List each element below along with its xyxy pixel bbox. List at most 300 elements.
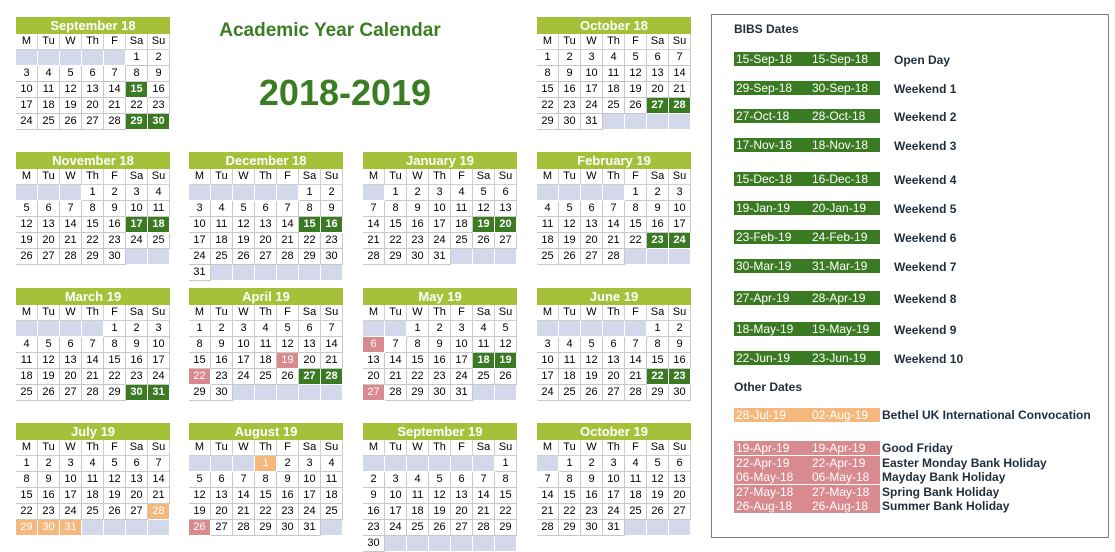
day-cell: 7	[473, 472, 495, 488]
bibs-date-label: Weekend 2	[894, 110, 957, 124]
day-cell: 20	[60, 369, 82, 385]
empty-cell	[603, 321, 625, 337]
day-cell: 20	[669, 488, 691, 504]
month-january-19	[363, 152, 517, 265]
day-cell: 12	[625, 66, 647, 82]
bibs-date-date-box	[734, 230, 880, 244]
day-cell: 17	[16, 98, 38, 114]
weekday-header: W	[233, 440, 255, 456]
empty-cell	[211, 456, 233, 472]
empty-cell	[407, 456, 429, 472]
day-cell: 4	[603, 50, 625, 66]
day-cell: 12	[189, 488, 211, 504]
day-cell: 30	[407, 249, 429, 265]
day-cell: 8	[189, 337, 211, 353]
day-cell: 19	[429, 504, 451, 520]
day-cell: 16	[148, 82, 170, 98]
weekday-header: Sa	[299, 440, 321, 456]
day-cell: 2	[211, 321, 233, 337]
day-cell: 28	[603, 249, 625, 265]
day-cell: 8	[495, 472, 517, 488]
weekday-header: F	[451, 169, 473, 185]
bibs-date-label: Weekend 5	[894, 202, 957, 216]
day-cell: 7	[321, 321, 343, 337]
empty-cell	[60, 321, 82, 337]
month-grid	[189, 305, 343, 401]
day-cell: 21	[603, 233, 625, 249]
day-cell: 16	[38, 488, 60, 504]
weekday-header: M	[537, 169, 559, 185]
empty-cell	[451, 456, 473, 472]
empty-cell	[429, 456, 451, 472]
day-cell: 21	[537, 504, 559, 520]
weekday-header: F	[104, 305, 126, 321]
month-grid	[363, 305, 517, 401]
weekday-header: F	[277, 169, 299, 185]
day-cell: 27	[211, 520, 233, 536]
day-cell: 15	[16, 488, 38, 504]
month-grid	[189, 440, 343, 536]
day-cell: 17	[60, 488, 82, 504]
end-date: 18-Nov-18	[812, 138, 869, 152]
day-cell: 6	[647, 50, 669, 66]
month-july-19	[16, 423, 170, 536]
day-cell: 7	[385, 337, 407, 353]
day-cell: 11	[148, 201, 170, 217]
month-grid	[537, 34, 691, 130]
day-cell: 31	[451, 385, 473, 401]
day-cell: 25	[473, 369, 495, 385]
weekday-header: W	[233, 305, 255, 321]
weekday-header: Tu	[385, 440, 407, 456]
day-cell: 8	[82, 201, 104, 217]
weekday-header: Tu	[559, 169, 581, 185]
day-cell: 16	[407, 217, 429, 233]
holiday-label: Easter Monday Bank Holiday	[882, 455, 1047, 470]
end-date: 06-May-18	[812, 470, 870, 484]
day-cell: 20	[82, 98, 104, 114]
day-cell: 1	[559, 456, 581, 472]
day-cell: 15	[559, 488, 581, 504]
day-cell: 12	[38, 353, 60, 369]
day-cell: 25	[625, 504, 647, 520]
empty-cell	[255, 185, 277, 201]
day-cell: 19	[581, 369, 603, 385]
day-cell: 14	[82, 353, 104, 369]
day-cell: 30	[38, 520, 60, 536]
month-title: November 18	[16, 152, 170, 169]
day-cell: 10	[603, 472, 625, 488]
day-cell: 24	[60, 504, 82, 520]
day-cell: 5	[104, 456, 126, 472]
weekday-header: F	[451, 440, 473, 456]
day-cell: 23	[647, 233, 669, 249]
day-cell: 17	[189, 233, 211, 249]
day-cell: 15	[495, 488, 517, 504]
day-cell: 24	[16, 114, 38, 130]
day-cell: 25	[559, 385, 581, 401]
day-cell: 15	[385, 217, 407, 233]
day-cell: 29	[299, 249, 321, 265]
day-cell: 16	[559, 82, 581, 98]
day-cell: 18	[407, 504, 429, 520]
day-cell: 23	[669, 369, 691, 385]
day-cell: 16	[321, 217, 343, 233]
weekday-header: Su	[321, 305, 343, 321]
day-cell: 16	[211, 353, 233, 369]
day-cell: 14	[104, 82, 126, 98]
weekday-header: Tu	[559, 440, 581, 456]
weekday-header: W	[60, 34, 82, 50]
day-cell: 2	[126, 321, 148, 337]
day-cell: 17	[537, 369, 559, 385]
weekday-header: Sa	[647, 440, 669, 456]
empty-cell	[363, 185, 385, 201]
day-cell: 18	[473, 353, 495, 369]
day-cell: 13	[363, 353, 385, 369]
day-cell: 26	[473, 233, 495, 249]
day-cell: 2	[277, 456, 299, 472]
bibs-date-label: Weekend 6	[894, 231, 957, 245]
day-cell: 2	[38, 456, 60, 472]
day-cell: 6	[211, 472, 233, 488]
day-cell: 6	[603, 337, 625, 353]
day-cell: 9	[211, 337, 233, 353]
day-cell: 20	[647, 82, 669, 98]
day-cell: 11	[473, 337, 495, 353]
end-date: 26-Aug-18	[812, 499, 869, 513]
weekday-header: Tu	[559, 305, 581, 321]
empty-cell	[104, 520, 126, 536]
day-cell: 21	[625, 369, 647, 385]
end-date: 31-Mar-19	[812, 259, 868, 273]
day-cell: 19	[647, 488, 669, 504]
weekday-header: W	[407, 305, 429, 321]
start-date: 22-Jun-19	[736, 351, 791, 365]
weekday-header: Sa	[647, 34, 669, 50]
day-cell: 14	[625, 353, 647, 369]
holiday-label: Good Friday	[882, 441, 953, 455]
day-cell: 8	[126, 66, 148, 82]
empty-cell	[625, 114, 647, 130]
empty-cell	[233, 185, 255, 201]
day-cell: 28	[60, 249, 82, 265]
empty-cell	[669, 249, 691, 265]
bibs-date-date-box	[734, 81, 880, 95]
day-cell: 6	[495, 185, 517, 201]
day-cell: 11	[451, 201, 473, 217]
day-cell: 12	[495, 337, 517, 353]
day-cell: 6	[451, 472, 473, 488]
end-date: 19-May-19	[812, 322, 870, 336]
day-cell: 31	[581, 114, 603, 130]
day-cell: 23	[581, 504, 603, 520]
day-cell: 22	[495, 504, 517, 520]
empty-cell	[38, 321, 60, 337]
weekday-header: Su	[495, 440, 517, 456]
day-cell: 2	[669, 321, 691, 337]
start-date: 15-Sep-18	[736, 52, 793, 66]
day-cell: 17	[126, 217, 148, 233]
day-cell: 25	[451, 233, 473, 249]
academic-year: 2018-2019	[258, 72, 432, 113]
day-cell: 22	[82, 233, 104, 249]
day-cell: 7	[104, 66, 126, 82]
day-cell: 17	[299, 488, 321, 504]
weekday-header: M	[363, 305, 385, 321]
day-cell: 14	[603, 217, 625, 233]
day-cell: 12	[581, 353, 603, 369]
day-cell: 3	[581, 50, 603, 66]
day-cell: 6	[299, 321, 321, 337]
day-cell: 13	[495, 201, 517, 217]
month-february-19	[537, 152, 691, 265]
day-cell: 5	[16, 201, 38, 217]
day-cell: 7	[603, 201, 625, 217]
weekday-header: Th	[603, 169, 625, 185]
empty-cell	[233, 456, 255, 472]
day-cell: 31	[60, 520, 82, 536]
day-cell: 27	[581, 249, 603, 265]
bibs-date-date-box	[734, 291, 880, 305]
day-cell: 1	[625, 185, 647, 201]
empty-cell	[473, 385, 495, 401]
day-cell: 15	[647, 353, 669, 369]
day-cell: 22	[559, 504, 581, 520]
day-cell: 15	[537, 82, 559, 98]
day-cell: 23	[148, 98, 170, 114]
day-cell: 12	[277, 337, 299, 353]
weekday-header: Tu	[385, 169, 407, 185]
day-cell: 16	[669, 353, 691, 369]
convocation-date-box	[734, 408, 880, 422]
day-cell: 29	[537, 114, 559, 130]
day-cell: 13	[255, 217, 277, 233]
day-cell: 6	[38, 201, 60, 217]
day-cell: 22	[385, 233, 407, 249]
month-title: July 19	[16, 423, 170, 440]
weekday-header: Th	[82, 169, 104, 185]
day-cell: 4	[148, 185, 170, 201]
weekday-header: Th	[429, 440, 451, 456]
bibs-date-label: Weekend 10	[894, 352, 964, 366]
calendar-title: Academic Year Calendar	[219, 20, 441, 41]
bibs-date-date-box	[734, 351, 880, 365]
day-cell: 26	[647, 504, 669, 520]
day-cell: 20	[299, 353, 321, 369]
day-cell: 20	[603, 369, 625, 385]
month-march-19	[16, 288, 170, 401]
day-cell: 29	[495, 520, 517, 536]
day-cell: 20	[581, 233, 603, 249]
month-november-18	[16, 152, 170, 265]
empty-cell	[277, 185, 299, 201]
day-cell: 18	[321, 488, 343, 504]
day-cell: 2	[559, 50, 581, 66]
empty-cell	[385, 321, 407, 337]
day-cell: 24	[451, 369, 473, 385]
day-cell: 25	[537, 249, 559, 265]
empty-cell	[126, 249, 148, 265]
day-cell: 4	[537, 201, 559, 217]
day-cell: 7	[537, 472, 559, 488]
month-september-18	[16, 17, 170, 130]
day-cell: 10	[669, 201, 691, 217]
end-date: 20-Jan-19	[812, 201, 867, 215]
day-cell: 28	[473, 520, 495, 536]
day-cell: 29	[189, 385, 211, 401]
day-cell: 5	[581, 337, 603, 353]
day-cell: 23	[429, 369, 451, 385]
day-cell: 27	[38, 249, 60, 265]
day-cell: 14	[385, 353, 407, 369]
end-date: 28-Oct-18	[812, 109, 866, 123]
day-cell: 2	[407, 185, 429, 201]
day-cell: 16	[363, 504, 385, 520]
holiday-date-box	[734, 441, 880, 455]
day-cell: 26	[38, 385, 60, 401]
empty-cell	[669, 114, 691, 130]
day-cell: 24	[299, 504, 321, 520]
day-cell: 8	[647, 337, 669, 353]
day-cell: 10	[16, 82, 38, 98]
month-grid	[537, 169, 691, 265]
day-cell: 18	[38, 98, 60, 114]
weekday-header: Su	[495, 305, 517, 321]
empty-cell	[321, 385, 343, 401]
day-cell: 8	[299, 201, 321, 217]
month-title: October 18	[537, 17, 691, 34]
day-cell: 16	[104, 217, 126, 233]
day-cell: 27	[669, 504, 691, 520]
day-cell: 26	[581, 385, 603, 401]
day-cell: 11	[255, 337, 277, 353]
day-cell: 19	[277, 353, 299, 369]
month-title: June 19	[537, 288, 691, 305]
day-cell: 20	[363, 369, 385, 385]
weekday-header: Th	[429, 305, 451, 321]
day-cell: 22	[189, 369, 211, 385]
day-cell: 4	[38, 66, 60, 82]
day-cell: 29	[16, 520, 38, 536]
day-cell: 1	[255, 456, 277, 472]
day-cell: 29	[104, 385, 126, 401]
day-cell: 9	[38, 472, 60, 488]
month-title: April 19	[189, 288, 343, 305]
day-cell: 26	[495, 369, 517, 385]
day-cell: 18	[211, 233, 233, 249]
weekday-header: M	[363, 440, 385, 456]
day-cell: 5	[473, 185, 495, 201]
start-date: 29-Sep-18	[736, 81, 793, 95]
day-cell: 16	[429, 353, 451, 369]
day-cell: 11	[211, 217, 233, 233]
day-cell: 25	[211, 249, 233, 265]
empty-cell	[38, 50, 60, 66]
day-cell: 18	[255, 353, 277, 369]
day-cell: 20	[126, 488, 148, 504]
day-cell: 2	[321, 185, 343, 201]
day-cell: 6	[581, 201, 603, 217]
weekday-header: Su	[669, 34, 691, 50]
bibs-date-date-box	[734, 52, 880, 66]
day-cell: 28	[148, 504, 170, 520]
day-cell: 19	[16, 233, 38, 249]
day-cell: 22	[16, 504, 38, 520]
day-cell: 29	[559, 520, 581, 536]
day-cell: 30	[581, 520, 603, 536]
day-cell: 18	[451, 217, 473, 233]
holiday-label: Spring Bank Holiday	[882, 484, 1000, 499]
day-cell: 1	[16, 456, 38, 472]
empty-cell	[233, 385, 255, 401]
day-cell: 14	[233, 488, 255, 504]
month-title: August 19	[189, 423, 343, 440]
day-cell: 10	[429, 201, 451, 217]
weekday-header: Su	[321, 440, 343, 456]
empty-cell	[625, 249, 647, 265]
weekday-header: Tu	[211, 440, 233, 456]
day-cell: 3	[537, 337, 559, 353]
day-cell: 25	[82, 504, 104, 520]
day-cell: 30	[669, 385, 691, 401]
day-cell: 16	[581, 488, 603, 504]
day-cell: 5	[559, 201, 581, 217]
weekday-header: Sa	[647, 169, 669, 185]
weekday-header: Th	[82, 34, 104, 50]
empty-cell	[407, 536, 429, 552]
day-cell: 10	[233, 337, 255, 353]
holiday-date-box	[734, 499, 880, 513]
day-cell: 27	[495, 233, 517, 249]
day-cell: 19	[60, 98, 82, 114]
day-cell: 13	[669, 472, 691, 488]
day-cell: 9	[647, 201, 669, 217]
day-cell: 8	[407, 337, 429, 353]
day-cell: 24	[148, 369, 170, 385]
day-cell: 11	[82, 472, 104, 488]
weekday-header: F	[451, 305, 473, 321]
day-cell: 3	[189, 201, 211, 217]
weekday-header: Su	[669, 169, 691, 185]
empty-cell	[495, 536, 517, 552]
month-title: January 19	[363, 152, 517, 169]
day-cell: 30	[277, 520, 299, 536]
day-cell: 9	[581, 472, 603, 488]
day-cell: 21	[473, 504, 495, 520]
weekday-header: M	[537, 305, 559, 321]
weekday-header: Tu	[38, 305, 60, 321]
empty-cell	[451, 536, 473, 552]
day-cell: 13	[211, 488, 233, 504]
month-may-19	[363, 288, 517, 401]
day-cell: 21	[60, 233, 82, 249]
day-cell: 23	[363, 520, 385, 536]
start-date: 15-Dec-18	[736, 172, 793, 186]
empty-cell	[385, 456, 407, 472]
day-cell: 14	[60, 217, 82, 233]
day-cell: 1	[82, 185, 104, 201]
day-cell: 11	[603, 66, 625, 82]
month-grid	[537, 305, 691, 401]
day-cell: 22	[126, 98, 148, 114]
weekday-header: M	[189, 305, 211, 321]
day-cell: 23	[277, 504, 299, 520]
weekday-header: Th	[603, 305, 625, 321]
empty-cell	[647, 249, 669, 265]
day-cell: 24	[385, 520, 407, 536]
day-cell: 29	[126, 114, 148, 130]
